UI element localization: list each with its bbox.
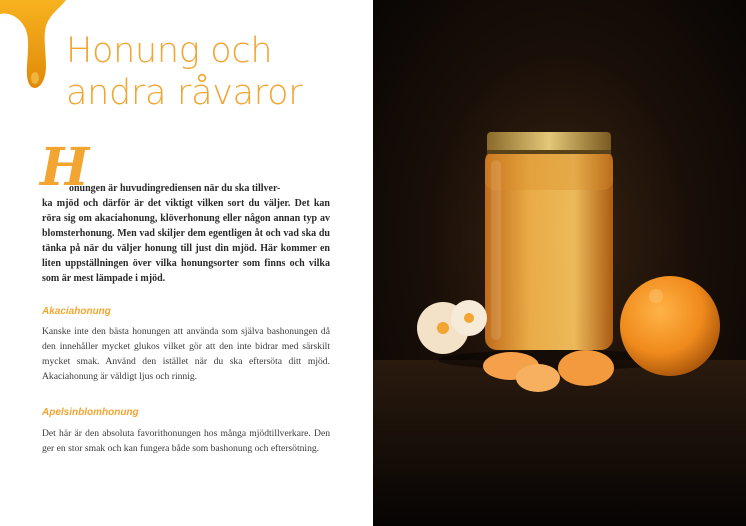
orange <box>620 276 720 376</box>
title-line-1: Honung och <box>66 31 273 71</box>
drop-cap: H <box>40 137 90 198</box>
section-text-akaciahonung: Kanske inte den bästa honungen att använda som själva bashonungen då den innehåller mycket glukos vilket gör att den inte bidrar med särskilt mycket smak. Använd den istället när du ska eftersöta ditt mjöd. Akaciahonung är väldigt ljus och rinnig. <box>42 326 330 382</box>
photo-illustration <box>373 0 746 526</box>
page-title <box>66 30 366 114</box>
orange-segment <box>558 350 614 386</box>
intro-paragraph <box>42 181 330 286</box>
intro-rest: ka mjöd och därför är det viktigt vilken sort du väljer. Det kan röra sig om akaciahonung, klöverhonung eller någon annan typ av blomsterhonung. Men vad skiljer dem egentligen åt och vad ska du tänka på när du väljer honung till just din mjöd. Här kommer en liten uppställningen över vilka honungsorter som finns och vilka som är mest lämpade i mjöd. <box>42 198 330 284</box>
section-text-apelsinblomhonung: Det här är den absoluta favorithonungen hos många mjödtillverkare. Den ger en stor smak och kan fungera både som bashonung och eftersötning. <box>42 428 330 454</box>
intro-first-line: onungen är huvudingrediensen när du ska tillver- <box>69 183 281 194</box>
honey-jar-photo <box>373 0 746 526</box>
section-heading-apelsinblomhonung: Apelsinblomhonung <box>42 407 139 418</box>
orange-segment <box>516 364 560 392</box>
section-heading-akaciahonung: Akaciahonung <box>42 306 111 317</box>
title-line-2: andra råvaror <box>66 73 303 113</box>
